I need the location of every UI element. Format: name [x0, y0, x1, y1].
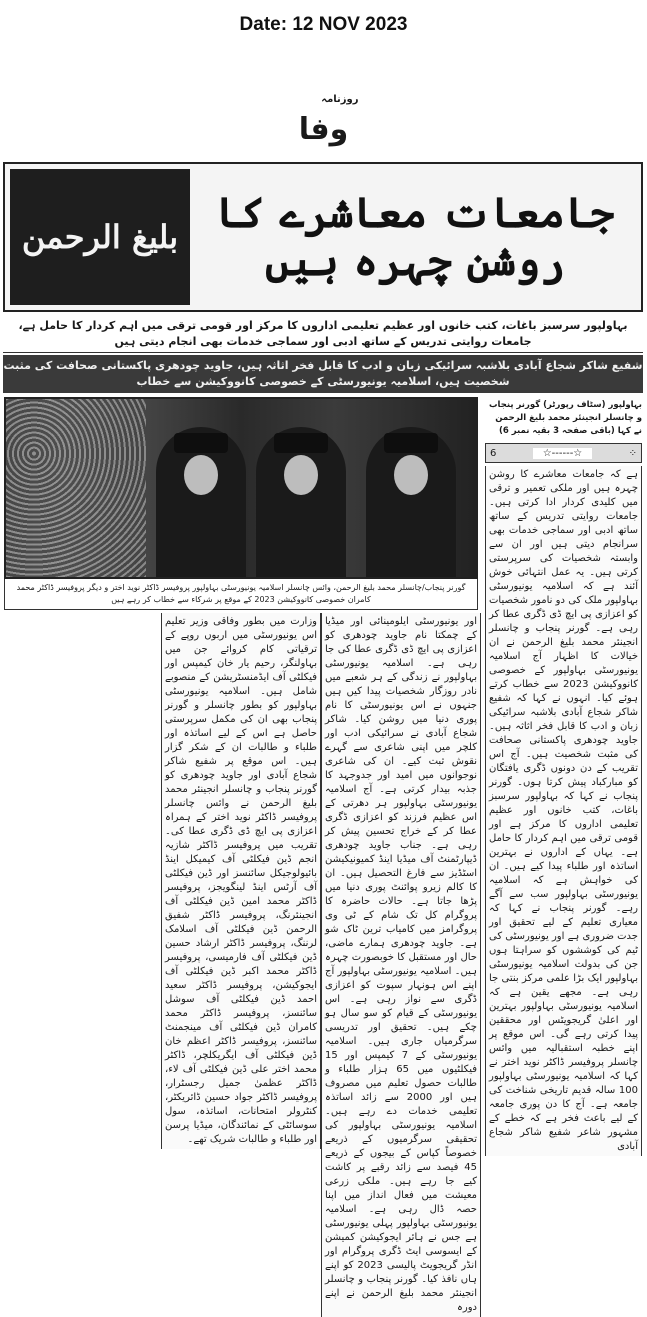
article-body — [0, 397, 647, 1317]
star-ornament-icon: ☆------☆ — [533, 448, 593, 459]
jump-box — [485, 443, 642, 463]
article-column-middle — [321, 613, 481, 1317]
photo-caption: گورنر پنجاب/چانسلر محمد بلیغ الرحمن، وائس چانسلر اسلامیہ یونیورسٹی بہاولپور پروفیسر ڈاکٹر نوید اختر و دیگر پروفیسر ڈاکٹر محمد کامران خصوصی کانووکیشن 2023 کے موقع پر شرکاء سے خطاب کر رہے ہیں — [4, 579, 478, 610]
column-text: ہے کہ جامعات معاشرے کا روشن چہرہ ہیں اور ملکی تعمیر و ترقی میں کلیدی کردار ادا کرتی ہیں۔ جامعات روایتی تدریس کے ساتھ ساتھ ادبی اور سماجی خدمات بھی سرانجام دیتی ہیں اور ان سے وابستہ شخصیات کی سرپرستی کرتی ہیں۔ یہ عمل انتہائی خوش آئند ہے کہ اسلامیہ یونیورسٹی بہاولپور ملک کی دو نامور شخصیات کو اعزازی پی ایچ ڈی ڈگری عطا کر رہی ہے۔ گورنر پنجاب و چانسلر انجینئر محمد بلیغ الرحمن نے ان خیالات کا اظہار آج اسلامیہ یونیورسٹی بہاولپور کے خصوصی کانووکیشن 2023 سے خطاب کرتے ہوئے کیا۔ انہوں نے کہا کہ شفیع شاکر شجاع آبادی بلاشبہ سرائیکی زبان و ادب کا قابل فخر اثاثہ ہیں۔ جاوید چودھری پاکستانی صحافت کی مثبت شخصیت ہیں۔ آج اس تقریب کے دن دونوں ڈگری یافتگان کو مبارکباد پیش کرتا ہوں۔ گورنر پنجاب نے کہا کہ بہاولپور سرسبز باغات، کتب خانوں اور عظیم تعلیمی اداروں کا مرکز ہے اور قومی ترقی میں اہم کردار کا حامل ہے۔ یہاں کے اداروں نے بہترین اساتذہ اور طلباء پیدا کیے ہیں۔ ان کی خواہش ہے کہ اسلامیہ یونیورسٹی بہاولپور سب سے آگے رہے۔ گورنر پنجاب نے کہا کہ معیاری تعلیم کے لیے تحقیق اور جدت ضروری ہے اور یونیورسٹی کی ٹیم کی کوششوں کو سراہتا ہوں جن کی بدولت اسلامیہ یونیورسٹی بہاولپور ایک بڑا علمی مرکز بنتی جا رہی ہے۔ مجھے یقین ہے کہ اسلامیہ یونیورسٹی بہاولپور بہترین اور اعلیٰ گریجویٹس اور محققین پیدا کرتی رہے گی۔ اس موقع پر اپنے خطبہ استقبالیہ میں وائس چانسلر پروفیسر ڈاکٹر نوید اختر نے کہا کہ اسلامیہ یونیورسٹی بہاولپور 100 سالہ قدیم تاریخی شناخت کی جامعہ ہے۔ آج کا دن پوری جامعہ کے لیے باعث فخر ہے کہ خطے کے مشہور شاعر شفیع شاکر شجاع آبادی — [489, 469, 638, 1152]
person-figure — [256, 427, 346, 577]
lower-columns — [4, 613, 481, 1317]
speaker-name: بلیغ الرحمن — [10, 169, 190, 305]
audience-image — [6, 399, 146, 579]
column-text: وزارت میں بطور وفاقی وزیر تعلیم اس یونیورسٹی میں اربوں روپے کے ترقیاتی کام کروائے جن میں بہاولنگر، رحیم یار خان کیمپس اور فیکلٹی آف ایڈمنسٹریشن کے منصوبے شامل ہیں۔ اسلامیہ یونیورسٹی بہاولپور کو بطور چانسلر و گورنر پنجاب بھی ان کی مکمل سرپرستی حاصل ہے اس کے لیے اساتذہ اور طلباء و طالبات ان کے شکر گزار ہیں۔ اس موقع پر شفیع شاکر شجاع آبادی اور جاوید چودھری کو گورنر پنجاب و چانسلر انجینئر محمد بلیغ الرحمن نے وائس چانسلر پروفیسر ڈاکٹر نوید اختر کے ہمراہ اعزازی پی ایچ ڈی ڈگری عطا کی۔ تقریب میں پروفیسر ڈاکٹر شازیہ انجم ڈین فیکلٹی آف کیمیکل اینڈ بائیولوجیکل سائنسز اور ڈین فیکلٹی آف آرٹس اینڈ لینگویجز، پروفیسر ڈاکٹر محمد امین ڈین فیکلٹی آف انجینئرنگ، پروفیسر ڈاکٹر شفیق الرحمن ڈین فیکلٹی آف اسلامک لرننگ، پروفیسر ڈاکٹر ارشاد حسین ڈین فیکلٹی آف فارمیسی، پروفیسر ڈاکٹر محمد اکبر ڈین فیکلٹی آف ایجوکیشن، پروفیسر ڈاکٹر سعید احمد ڈین فیکلٹی آف سوشل سائنسز، پروفیسر ڈاکٹر محمد کامران ڈین فیکلٹی آف مینجمنٹ سائنسز، پروفیسر ڈاکٹر اعظم خان ڈین فیکلٹی آف ایگریکلچر، ڈاکٹر محمد اختر علی ڈین فیکلٹی آف لاء، ڈاکٹر عظمیٰ جمیل رجسٹرار، پروفیسر ڈاکٹر جواد حسین ڈائریکٹر، کنٹرولر امتحانات، اساتذہ، سول سوسائٹی کے نمائندگان، میڈیا پرسن اور طلباء و طالبات شریک تھے۔ — [165, 616, 317, 1145]
masthead-name: وفا — [298, 112, 349, 147]
article-column-right — [485, 466, 642, 1156]
clipping-date: Date: 12 NOV 2023 — [239, 14, 408, 35]
newspaper-masthead — [249, 94, 399, 156]
article-column-left — [161, 613, 321, 1149]
dots-ornament-icon: ⁘ — [628, 447, 637, 459]
subheadline-1: بہاولپور سرسبز باغات، کتب خانوں اور عظیم تعلیمی اداروں کا مرکز اور قومی ترقی میں اہم کردار کا حامل ہے، جامعات روایتی تدریس کے ساتھ ادبی اور سماجی خدمات بھی انجام دیتی ہیں — [3, 316, 643, 353]
person-figure — [156, 427, 246, 577]
subheadline-2: شفیع شاکر شجاع آبادی بلاشبہ سرائیکی زبان و ادب کا قابل فخر اثاثہ ہیں، جاوید چودھری پاکستانی صحافت کی مثبت شخصیت ہیں، اسلامیہ یونیورسٹی کے خصوصی کانووکیشن سے خطاب — [3, 355, 643, 393]
masthead-prefix: روزنامہ — [321, 94, 359, 105]
column-text: اور یونیورسٹی ایلومینائی اور میڈیا کے چمکتا نام جاوید چودھری کو اعزازی پی ایچ ڈی ڈگری عطا کی جا رہی ہے۔ اسلامیہ یونیورسٹی بہاولپور نے زندگی کے ہر شعبے میں نادر روزگار شخصیات پیدا کیں ہیں جنہوں نے اس یونیورسٹی کا نام پوری دنیا میں روشن کیا۔ شاکر شجاع آبادی نے سرائیکی ادب اور کلچر میں اپنی شاعری سے گہرے نقوش ثبت کیے۔ ان کی شاعری نوجوانوں میں امید اور جدوجہد کا جذبہ بیدار کرتی ہے۔ آج اسلامیہ یونیورسٹی بہاولپور ہر دھرتی کے اس عظیم فرزند کو اعزازی ڈگری عطا کر کے خراج تحسین پیش کر رہی ہے۔ جناب جاوید چودھری ڈیپارٹمنٹ آف میڈیا اینڈ کمیونیکیشن اسٹڈیز سے فارغ التحصیل ہیں۔ ان کا کالم زیرو پوائنٹ پوری دنیا میں پڑھا جاتا ہے۔ حالات حاضرہ کا پروگرام کل تک شام کے ٹی وی پروگرامز میں کامیاب ترین ٹاک شو ہے۔ جاوید چودھری ہمارے ماضی، حال اور مستقبل کا خوبصورت چہرہ ہیں۔ اسلامیہ یونیورسٹی بہاولپور آج اپنے اس ہونہار سپوت کو اعزازی ڈگری سے نواز رہی ہے۔ اس یونیورسٹی کے قیام کو سو سال ہو چکے ہیں۔ تحقیق اور تدریسی سرگرمیاں جاری ہیں۔ اسلامیہ یونیورسٹی کے 7 کیمپس اور 15 فیکلٹیوں میں 65 ہزار طلباء و طالبات حصول تعلیم میں مصروف ہیں اور 2000 سے زائد اساتذہ تعلیمی خدمات دے رہے ہیں۔ اسلامیہ یونیورسٹی بہاولپور کی تحقیقی سرگرمیوں کے ذریعے خصوصاً کپاس کے بیجوں کے ذریعے 45 فیصد سے زائد رقبے پر کاشت کیے جا رہے ہیں۔ ملکی زرعی معیشت میں فعال انداز میں اپنا حصہ ڈال رہی ہے۔ اسلامیہ یونیورسٹی بہاولپور پہلی یونیورسٹی ہے جس نے ہائر ایجوکیشن کمیشن کے ایسوسی ایٹ ڈگری پروگرام اور انڈر گریجویٹ پالیسی 2023 کو اپنے ہاں نافذ کیا۔ گورنر پنجاب و چانسلر انجینئر محمد بلیغ الرحمن نے اپنے دورہ — [325, 616, 477, 1313]
headline-box — [3, 162, 643, 312]
main-headline: جامعات معاشرے کا روشن چہرہ ہیں — [215, 187, 615, 285]
news-photo — [4, 397, 478, 579]
person-figure — [366, 427, 456, 577]
photo-and-columns — [4, 397, 481, 1317]
article-lead-in: بہاولپور (سٹاف رپورٹر) گورنر پنجاب و چانسلر انجینئر محمد بلیغ الرحمن نے کہا (باقی صفحہ 3 بقیہ نمبر 6) — [489, 400, 642, 436]
jump-page-number: 6 — [490, 447, 497, 459]
blank-space — [4, 613, 161, 1317]
right-column-area — [485, 397, 642, 1317]
